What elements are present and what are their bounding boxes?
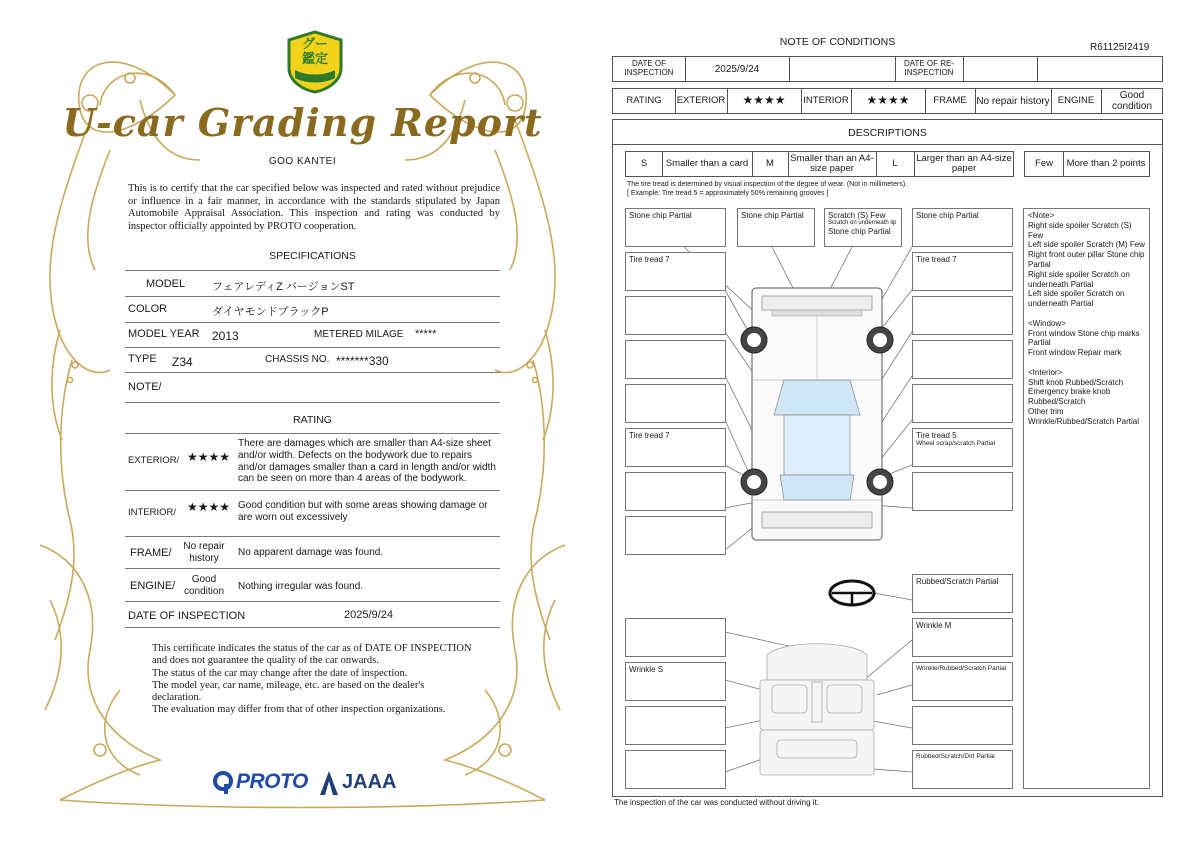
note-box-tire-rear-right: Tire tread 5 Wheel scrap/scratch Partial <box>912 428 1013 467</box>
engine-label: ENGINE/ <box>130 580 176 592</box>
divider <box>125 322 500 323</box>
type-value: Z34 <box>172 355 193 369</box>
note-box-front-center-left: Stone chip Partial <box>737 208 815 247</box>
tire-tread-note: The tire tread is determined by visual inspection of the degree of wear. (Not in millimeters). [ Example: Tire tread 5 = approximately 50% remaining grooves ] <box>627 181 908 197</box>
proto-logo-icon <box>212 770 234 796</box>
legend-m-desc: Smaller than an A4-size paper <box>790 152 874 174</box>
car-top-view-icon <box>741 288 893 540</box>
reference-number: R61125I2419 <box>1090 42 1150 53</box>
chassis-label: CHASSIS NO. <box>265 354 330 365</box>
exterior-description: There are damages which are smaller than A4-size sheet and/or width. Defects on the bodywork due to repairs and/or damages smaller than a card in length and/or width can be seen on more than 4 areas of the bodywork. <box>238 438 496 485</box>
model-value: フェアレディZ バージョンST <box>212 281 355 293</box>
chassis-value: *******330 <box>336 354 389 368</box>
date-of-inspection-label: DATE OF INSPECTION <box>624 59 674 77</box>
divider <box>125 270 500 271</box>
interior-stars: ★★★★ <box>187 500 231 514</box>
legend-l-desc: Larger than an A4-size paper <box>916 152 1012 174</box>
legend-few-desc: More than 2 points <box>1066 157 1146 169</box>
divider <box>125 490 500 491</box>
engine-value: Good condition <box>183 574 225 597</box>
frame-value: No repair history <box>183 541 225 564</box>
interior-label: INTERIOR/ <box>128 507 177 518</box>
exterior-label: EXTERIOR/ <box>128 455 180 466</box>
frame-label: FRAME <box>933 94 967 106</box>
interior-description: Good condition but with some areas showing damage or are worn out excessively <box>238 500 488 523</box>
note-box <box>625 384 726 423</box>
note-box-tire-front-left: Tire tread 7 <box>625 252 726 291</box>
note-box <box>625 472 726 511</box>
note-box <box>912 340 1013 379</box>
note-box <box>625 516 726 555</box>
note-box-steering: Rubbed/Scratch Partial <box>912 574 1013 613</box>
note-box <box>625 706 726 745</box>
note-box-rear-cargo: Rubbed/Scratch/Dirt Partial <box>912 750 1013 789</box>
divider <box>125 627 500 628</box>
jaaa-logo-text: JAAA <box>342 771 397 793</box>
date-row <box>612 56 1163 82</box>
rating-label: RATING <box>626 94 662 106</box>
legend-few: Few <box>1035 157 1053 169</box>
engine-value: Good condition <box>1111 90 1153 112</box>
legend-s-desc: Smaller than a card <box>665 157 749 169</box>
exterior-stars: ★★★★ <box>187 450 231 464</box>
frame-description: No apparent damage was found. <box>238 547 384 558</box>
interior-stars: ★★★★ <box>866 93 910 108</box>
divider <box>613 144 1162 145</box>
certificate-footer: This certificate indicates the status of the car as of DATE OF INSPECTION and does not guarantee the quality of the car onwards. The status of the car may change after the date of inspection. The model year, car name, mileage, etc. are based on the dealer's declaration. The evaluation may differ from that of other inspection organizations. <box>152 643 472 716</box>
size-legend <box>625 151 1014 177</box>
note-box-front-left: Stone chip Partial <box>625 208 726 247</box>
legend-m: M <box>766 157 774 169</box>
badge-text: グー 鑑定 <box>301 36 328 66</box>
note-box-seat-right: Wrinkle/Rubbed/Scratch Partial <box>912 662 1013 701</box>
note-box-tire-front-right: Tire tread 7 <box>912 252 1013 291</box>
note-box-tire-rear-left: Tire tread 7 <box>625 428 726 467</box>
note-box <box>912 296 1013 335</box>
side-notes: <Note> Right side spoiler Scratch (S) Few Left side spoiler Scratch (M) Few Right front outer pillar Stone chip Partial Right side spoiler Scratch on underneath Partial Left side spoiler Scratch on underneath Partial <Window> Front window Stone chip marks Partial Front window Repair mark <Interior> Shift knob Rubbed/Scratch Emergency brake knob Rubbed/Scratch Other trim Wrinkle/Rubbed/Scratch Partial <box>1023 208 1150 789</box>
divider <box>125 568 500 569</box>
note-box-front-center: Scratch (S) Few Scratch on underneath lip Stone chip Partial <box>824 208 902 247</box>
divider <box>125 296 500 297</box>
divider <box>125 347 500 348</box>
certificate-subtitle: GOO KANTEI <box>268 156 337 167</box>
exterior-label: EXTERIOR <box>676 94 726 106</box>
note-box <box>625 296 726 335</box>
few-legend <box>1024 151 1150 177</box>
descriptions-heading: DESCRIPTIONS <box>848 127 927 139</box>
date-of-inspection-value: 2025/9/24 <box>714 63 760 75</box>
divider <box>125 601 500 602</box>
metered-milage-label: METERED MILAGE <box>314 329 404 340</box>
divider <box>125 402 500 403</box>
note-box-seat-left: Wrinkle S <box>625 662 726 701</box>
sheet-title: NOTE OF CONDITIONS <box>779 36 896 48</box>
note-box <box>912 472 1013 511</box>
certificate-intro: This is to certify that the car specified below was inspected and rated without prejudice or influence in a fair manner, in accordance with the standards stipulated by Japan Automobile Appraisal Association. This inspection and rating was conducted by inspector officially appointed by PROTO cooperation. <box>128 183 500 232</box>
jaaa-logo-icon <box>318 769 340 797</box>
legend-l: L <box>892 157 898 169</box>
color-value: ダイヤモンドブラックP <box>212 306 329 318</box>
rating-heading: RATING <box>293 414 332 426</box>
proto-logo-text: PROTO <box>236 770 308 793</box>
note-box <box>912 384 1013 423</box>
model-year-value: 2013 <box>212 329 239 343</box>
note-box <box>625 750 726 789</box>
note-box <box>912 706 1013 745</box>
steering-wheel-icon <box>830 581 874 605</box>
exterior-stars: ★★★★ <box>742 93 786 108</box>
specifications-heading: SPECIFICATIONS <box>269 250 356 262</box>
note-box <box>625 618 726 657</box>
interior-label: INTERIOR <box>803 94 849 106</box>
model-year-label: MODEL YEAR <box>128 328 200 340</box>
note-box-dashboard: Wrinkle M <box>912 618 1013 657</box>
sheet-footer: The inspection of the car was conducted without driving it. <box>614 798 819 807</box>
frame-label: FRAME/ <box>130 547 172 559</box>
color-label: COLOR <box>128 303 168 315</box>
certificate-title: U-car Grading Report <box>62 100 543 145</box>
divider <box>125 372 500 373</box>
car-interior-view-icon <box>760 644 874 775</box>
note-label: NOTE/ <box>128 381 162 393</box>
type-label: TYPE <box>128 353 157 365</box>
date-of-reinspection-label: DATE OF RE-INSPECTION <box>903 59 955 77</box>
rating-row <box>612 88 1163 114</box>
frame-value: No repair history <box>976 95 1050 107</box>
date-of-inspection-value: 2025/9/24 <box>344 609 393 621</box>
metered-milage-value: ***** <box>415 328 437 340</box>
date-of-inspection-label: DATE OF INSPECTION <box>128 610 246 622</box>
note-box-front-right: Stone chip Partial <box>912 208 1013 247</box>
divider <box>125 536 500 537</box>
note-box <box>625 340 726 379</box>
model-label: MODEL <box>146 278 186 290</box>
engine-description: Nothing irregular was found. <box>238 581 364 592</box>
legend-s: S <box>640 157 648 169</box>
divider <box>125 433 500 434</box>
engine-label: ENGINE <box>1057 94 1095 106</box>
